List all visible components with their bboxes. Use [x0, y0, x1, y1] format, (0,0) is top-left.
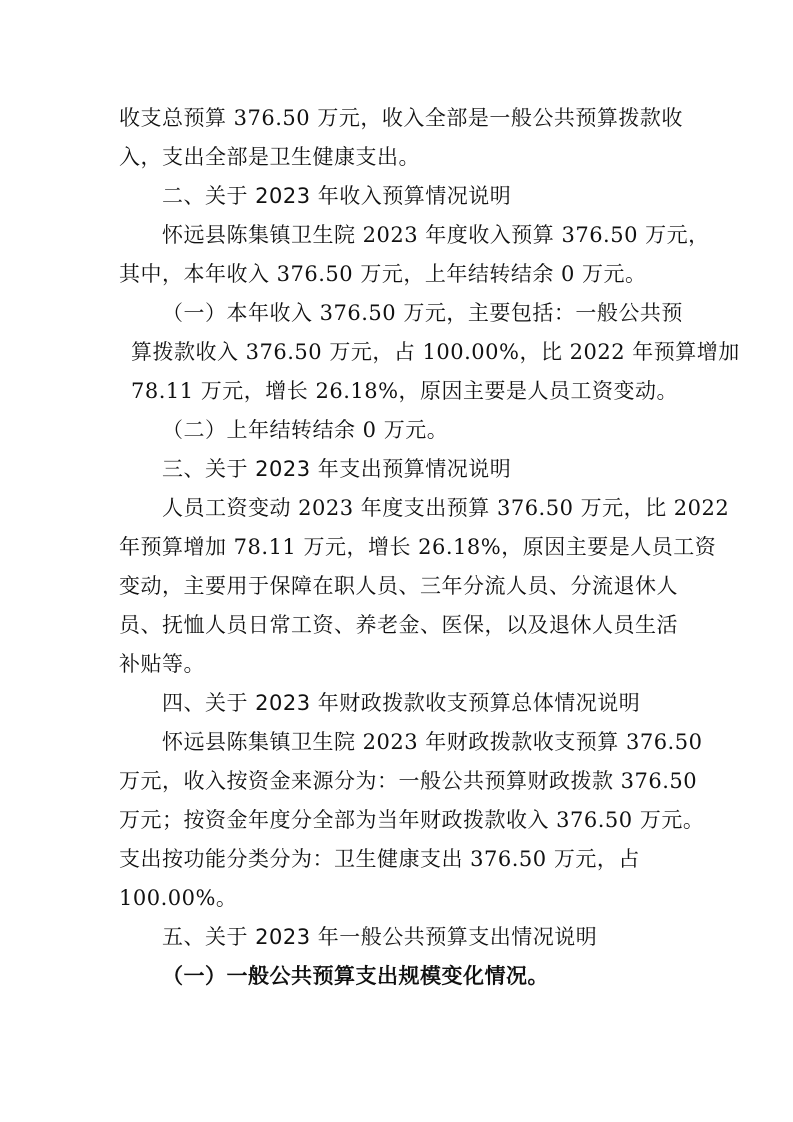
paragraph-line: 支出按功能分类分为：卫生健康支出 376.50 万元，占	[119, 847, 640, 871]
paragraph-line: 万元；按资金年度分全部为当年财政拨款收入 376.50 万元。	[119, 808, 705, 832]
paragraph-line: 其中，本年收入 376.50 万元，上年结转结余 0 万元。	[119, 262, 647, 286]
subsection-heading: （一）一般公共预算支出规模变化情况。	[162, 963, 549, 988]
paragraph-line: 员、抚恤人员日常工资、养老金、医保，以及退休人员生活	[119, 613, 678, 637]
paragraph-line: 人员工资变动 2023 年度支出预算 376.50 万元，比 2022	[162, 496, 730, 520]
section-heading: 三、关于 2023 年支出预算情况说明	[162, 457, 512, 481]
paragraph-line: 78.11 万元，增长 26.18%，原因主要是人员工资变动。	[131, 379, 679, 403]
section-heading: 四、关于 2023 年财政拨款收支预算总体情况说明	[162, 691, 641, 715]
section-heading: 二、关于 2023 年收入预算情况说明	[162, 184, 512, 208]
paragraph-line: 万元，收入按资金来源分为：一般公共预算财政拨款 376.50	[119, 769, 698, 793]
section-heading: 五、关于 2023 年一般公共预算支出情况说明	[162, 925, 598, 949]
paragraph-line: 年预算增加 78.11 万元，增长 26.18%，原因主要是人员工资	[119, 535, 717, 559]
paragraph-line: 100.00%。	[119, 886, 238, 910]
paragraph-line: 入，支出全部是卫生健康支出。	[119, 145, 420, 169]
paragraph-line: 算拨款收入 376.50 万元，占 100.00%，比 2022 年预算增加	[131, 340, 740, 364]
paragraph-line: 怀远县陈集镇卫生院 2023 年度收入预算 376.50 万元，	[162, 223, 710, 247]
paragraph-line: 怀远县陈集镇卫生院 2023 年财政拨款收支预算 376.50	[162, 730, 703, 754]
paragraph-line: 补贴等。	[119, 652, 205, 676]
paragraph-line: 变动，主要用于保障在职人员、三年分流人员、分流退休人	[119, 574, 678, 598]
paragraph-line: 收支总预算 376.50 万元，收入全部是一般公共预算拨款收	[119, 106, 683, 130]
paragraph-line: （二）上年结转结余 0 万元。	[162, 418, 449, 442]
paragraph-line: （一）本年收入 376.50 万元，主要包括：一般公共预	[162, 301, 683, 325]
